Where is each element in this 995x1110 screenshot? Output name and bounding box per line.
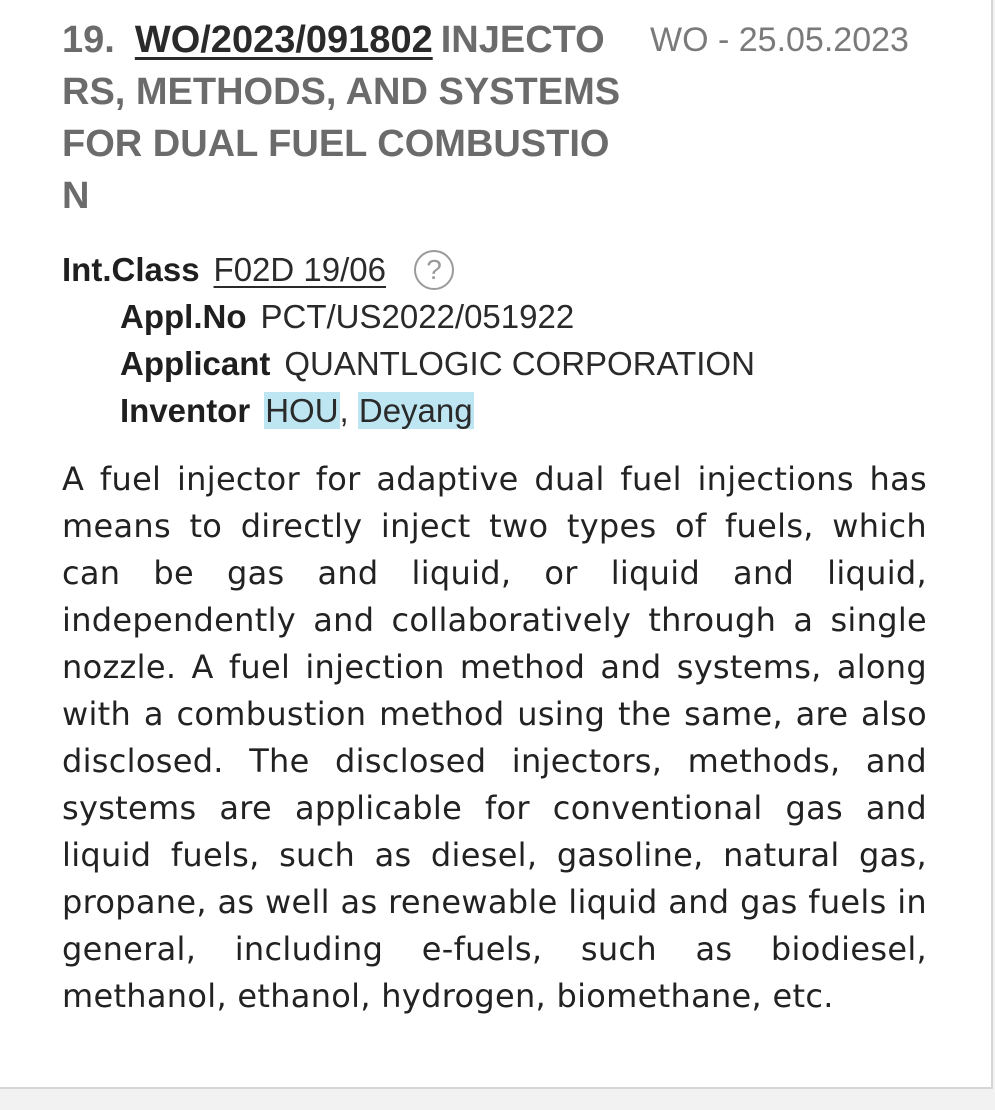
applicant-label: Applicant (120, 345, 271, 382)
office-date: WO - 25.05.2023 (650, 21, 909, 59)
publication-number-link[interactable]: WO/2023/091802 (134, 19, 433, 61)
inventor-last-name: HOU (265, 392, 339, 429)
result-title: INJECTORS, METHODS, AND SYSTEMS FOR DUAL FUEL COMBUSTION (62, 19, 621, 217)
result-title-block (62, 14, 622, 222)
help-circle-icon[interactable]: ? (414, 250, 454, 290)
appl-no-value: PCT/US2022/051922 (260, 298, 575, 335)
applicant-value: QUANTLOGIC CORPORATION (284, 345, 755, 382)
int-class-label: Int.Class (62, 251, 200, 288)
inventor-row (62, 387, 755, 434)
appl-no-label: Appl.No (120, 298, 247, 335)
int-class-row (62, 246, 755, 293)
inventor-separator: , (339, 392, 358, 429)
inventor-first-name: Deyang (358, 392, 473, 429)
abstract-text: A fuel injector for adaptive dual fuel injections has means to directly inject two types of fuels, which can be gas and liquid, or liquid and liquid, independently and collaboratively through a single nozzle. A fuel injection method and systems, along with a combustion method using the same, are also disclosed. The disclosed injectors, methods, and systems are applicable for conventional gas and liquid fuels, such as diesel, gasoline, natural gas, propane, as well as renewable liquid and gas fuels in general, including e-fuels, such as biodiesel, methanol, ethanol, hydrogen, biomethane, etc. (62, 460, 927, 1015)
result-metadata (62, 246, 755, 434)
result-number: 19. (62, 19, 115, 61)
inventor-label: Inventor (120, 392, 251, 429)
applicant-row (62, 340, 755, 387)
appl-no-row (62, 293, 755, 340)
int-class-link[interactable]: F02D 19/06 (213, 251, 386, 288)
